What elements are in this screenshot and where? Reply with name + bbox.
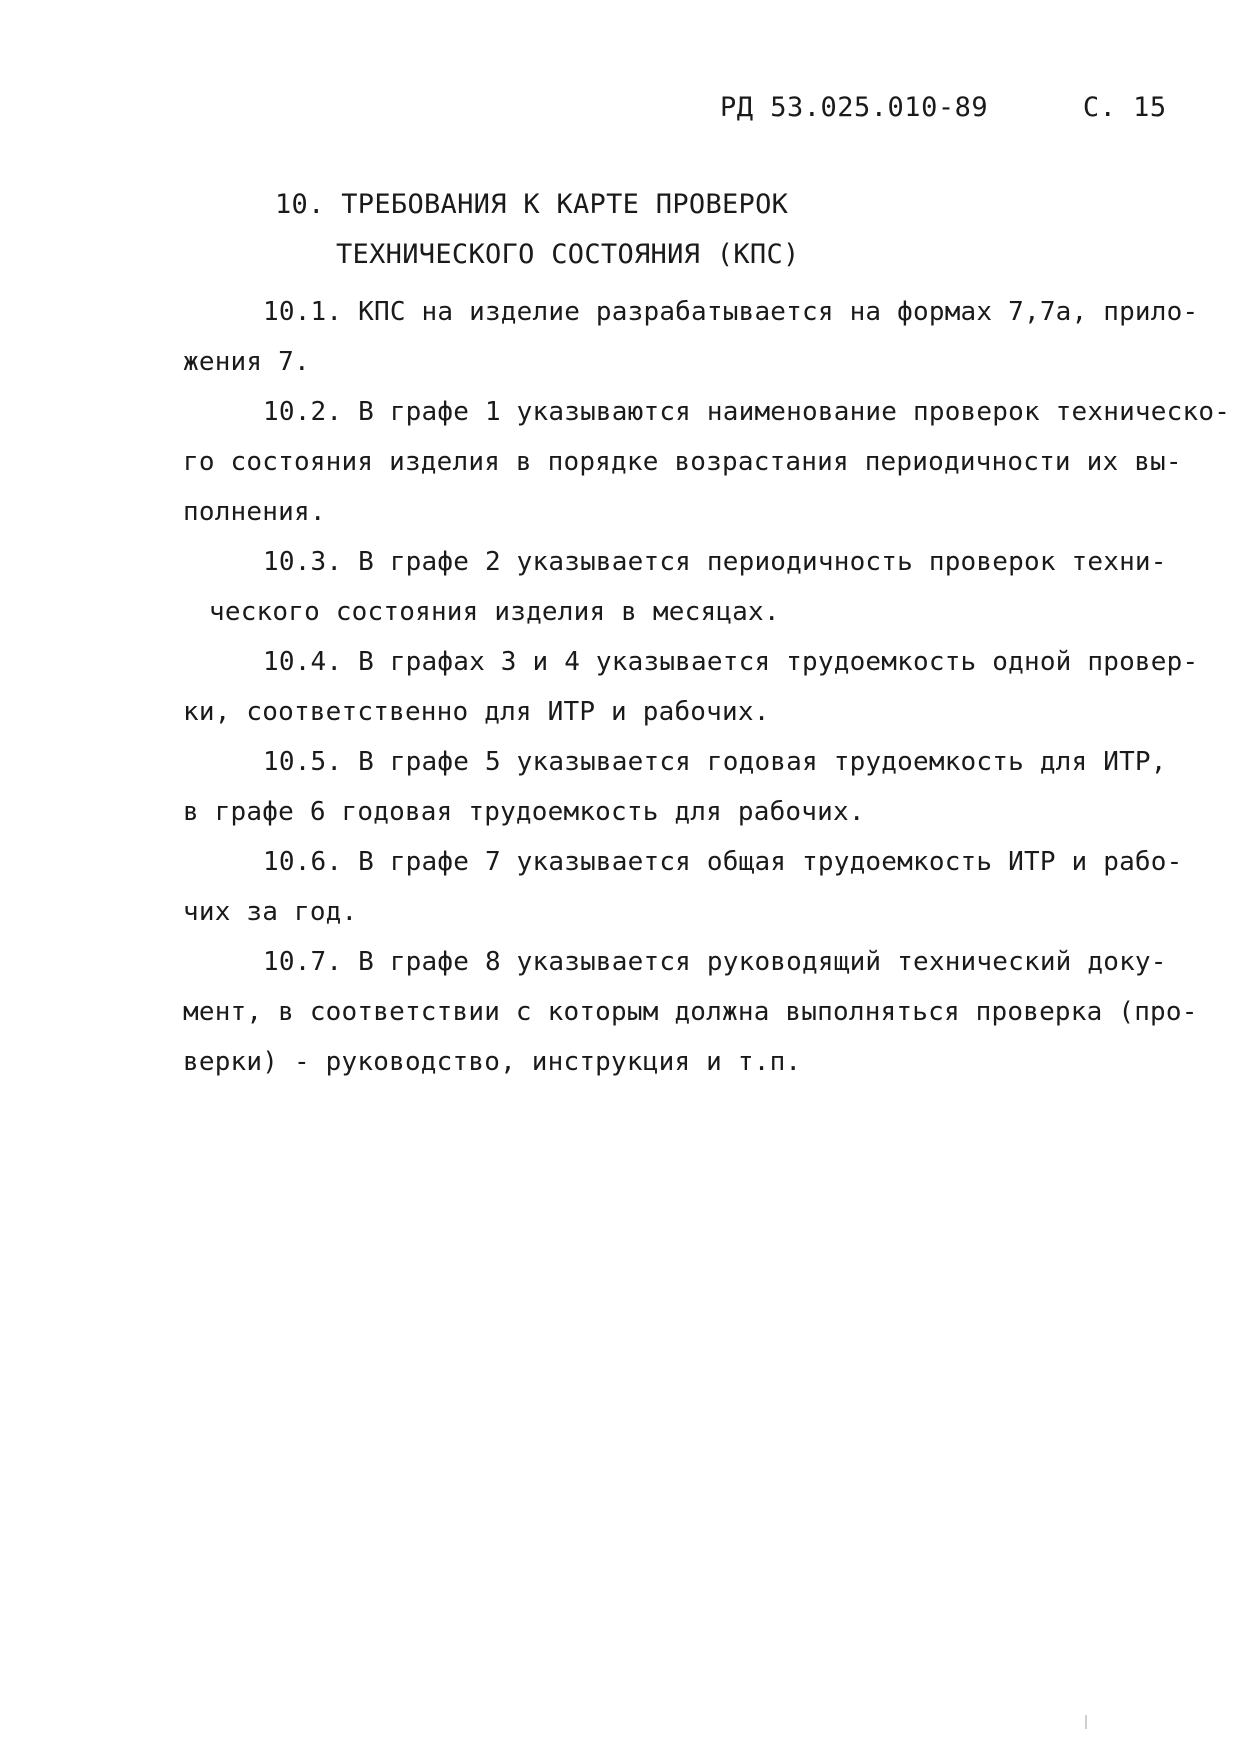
page-header [720, 92, 1167, 123]
paragraph-10-7 [183, 937, 1198, 1087]
paragraph-line: 10.2. В графе 1 указываются наименование проверок техническо- [263, 397, 1231, 427]
paragraph-10-1 [183, 287, 1199, 387]
paragraph-line: мент, в соответствии с которым должна выполняться проверка (про- [183, 997, 1198, 1027]
document-code: РД 53.025.010-89 [720, 92, 989, 123]
paragraph-line: 10.3. В графе 2 указывается периодичность проверок техни- [263, 547, 1167, 577]
scan-edge-mark [1085, 1715, 1087, 1729]
paragraph-10-6 [183, 837, 1193, 937]
section-title-line-1: 10. ТРЕБОВАНИЯ К КАРТЕ ПРОВЕРОК [275, 189, 789, 220]
paragraph-10-3 [183, 537, 1193, 637]
paragraph-10-2 [183, 387, 1231, 537]
paragraph-line: 10.5. В графе 5 указывается годовая трудоемкость для ИТР, [263, 747, 1167, 777]
page-number: С. 15 [1082, 92, 1167, 123]
section-body [183, 287, 1231, 1087]
paragraph-line: ки, соответственно для ИТР и рабочих. [183, 697, 770, 727]
paragraph-line: ческого состояния изделия в месяцах. [209, 597, 780, 627]
paragraph-line: полнения. [183, 497, 326, 527]
paragraph-line: жения 7. [183, 347, 310, 377]
paragraph-line: чих за год. [183, 897, 358, 927]
paragraph-10-4 [183, 637, 1199, 737]
paragraph-line: 10.4. В графах 3 и 4 указывается трудоемкость одной провер- [263, 647, 1199, 677]
paragraph-line: в графе 6 годовая трудоемкость для рабочих. [183, 797, 865, 827]
paragraph-line: верки) - руководство, инструкция и т.п. [183, 1047, 802, 1077]
paragraph-line: 10.1. КПС на изделие разрабатывается на формах 7,7а, прило- [263, 297, 1199, 327]
paragraph-10-5 [183, 737, 1193, 837]
paragraph-line: го состояния изделия в порядке возрастания периодичности их вы- [183, 447, 1182, 477]
section-title [275, 180, 800, 280]
paragraph-line: 10.6. В графе 7 указывается общая трудоемкость ИТР и рабо- [263, 847, 1183, 877]
section-title-line-2: ТЕХНИЧЕСКОГО СОСТОЯНИЯ (КПС) [336, 239, 800, 270]
paragraph-line: 10.7. В графе 8 указывается руководящий технический доку- [263, 947, 1167, 977]
